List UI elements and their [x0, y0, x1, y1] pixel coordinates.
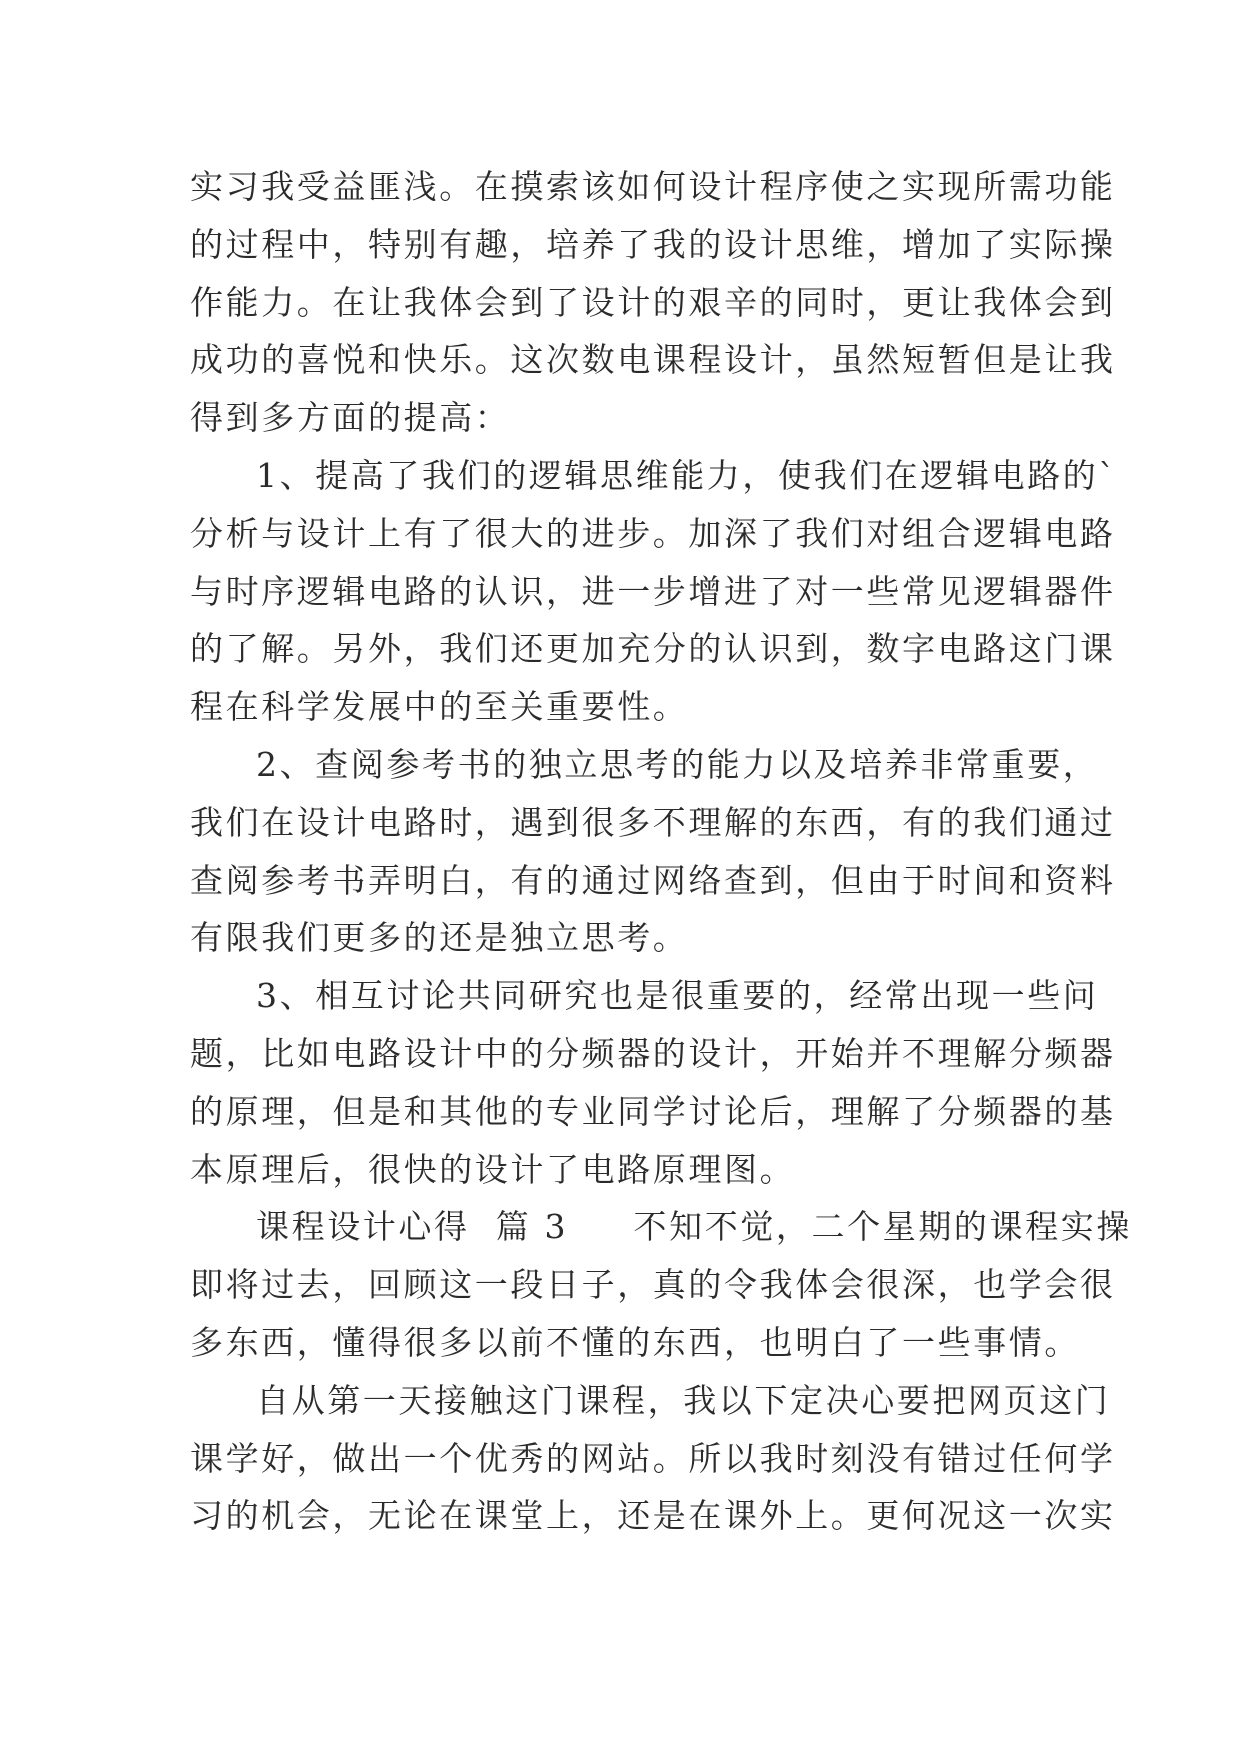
- section-heading-line: 课程设计心得 篇 3 不知不觉，二个星期的课程实操: [256, 1207, 1132, 1247]
- text-line: 有限我们更多的还是独立思考。: [190, 918, 689, 958]
- text-line: 课学好，做出一个优秀的网站。所以我时刻没有错过任何学: [190, 1438, 1116, 1478]
- text-line: 本原理后，很快的设计了电路原理图。: [190, 1149, 796, 1189]
- text-line: 与时序逻辑电路的认识，进一步增进了对一些常见逻辑器件: [190, 571, 1116, 611]
- text-line: 的了解。另外，我们还更加充分的认识到，数字电路这门课: [190, 629, 1116, 669]
- text-line: 我们在设计电路时，遇到很多不理解的东西，有的我们通过: [190, 802, 1116, 842]
- text-line: 的原理，但是和其他的专业同学讨论后，理解了分频器的基: [190, 1091, 1116, 1131]
- body-text: [190, 158, 1132, 1545]
- text-line: 作能力。在让我体会到了设计的艰辛的同时，更让我体会到: [190, 282, 1116, 322]
- text-line: 1、提高了我们的逻辑思维能力，使我们在逻辑电路的`: [256, 455, 1118, 495]
- text-line: 即将过去，回顾这一段日子，真的令我体会很深，也学会很: [190, 1265, 1116, 1305]
- text-line: 多东西，懂得很多以前不懂的东西，也明白了一些事情。: [190, 1322, 1080, 1362]
- text-line: 实习我受益匪浅。在摸索该如何设计程序使之实现所需功能: [190, 167, 1116, 206]
- text-line: 分析与设计上有了很大的进步。加深了我们对组合逻辑电路: [190, 513, 1116, 553]
- text-line: 查阅参考书弄明白，有的通过网络查到，但由于时间和资料: [190, 860, 1116, 900]
- text-line: 题，比如电路设计中的分频器的设计，开始并不理解分频器: [190, 1033, 1116, 1073]
- text-line: 程在科学发展中的至关重要性。: [190, 687, 689, 727]
- text-line: 2、查阅参考书的独立思考的能力以及培养非常重要，: [256, 744, 1099, 784]
- text-line: 3、相互讨论共同研究也是很重要的，经常出现一些问: [256, 976, 1099, 1016]
- text-line: 成功的喜悦和快乐。这次数电课程设计，虽然短暂但是让我: [190, 340, 1116, 380]
- text-line: 的过程中，特别有趣，培养了我的设计思维，增加了实际操: [190, 224, 1116, 264]
- text-line: 习的机会，无论在课堂上，还是在课外上。更何况这一次实: [190, 1496, 1116, 1536]
- text-line: 得到多方面的提高：: [190, 398, 511, 438]
- text-line: 自从第一天接触这门课程，我以下定决心要把网页这门: [256, 1380, 1111, 1420]
